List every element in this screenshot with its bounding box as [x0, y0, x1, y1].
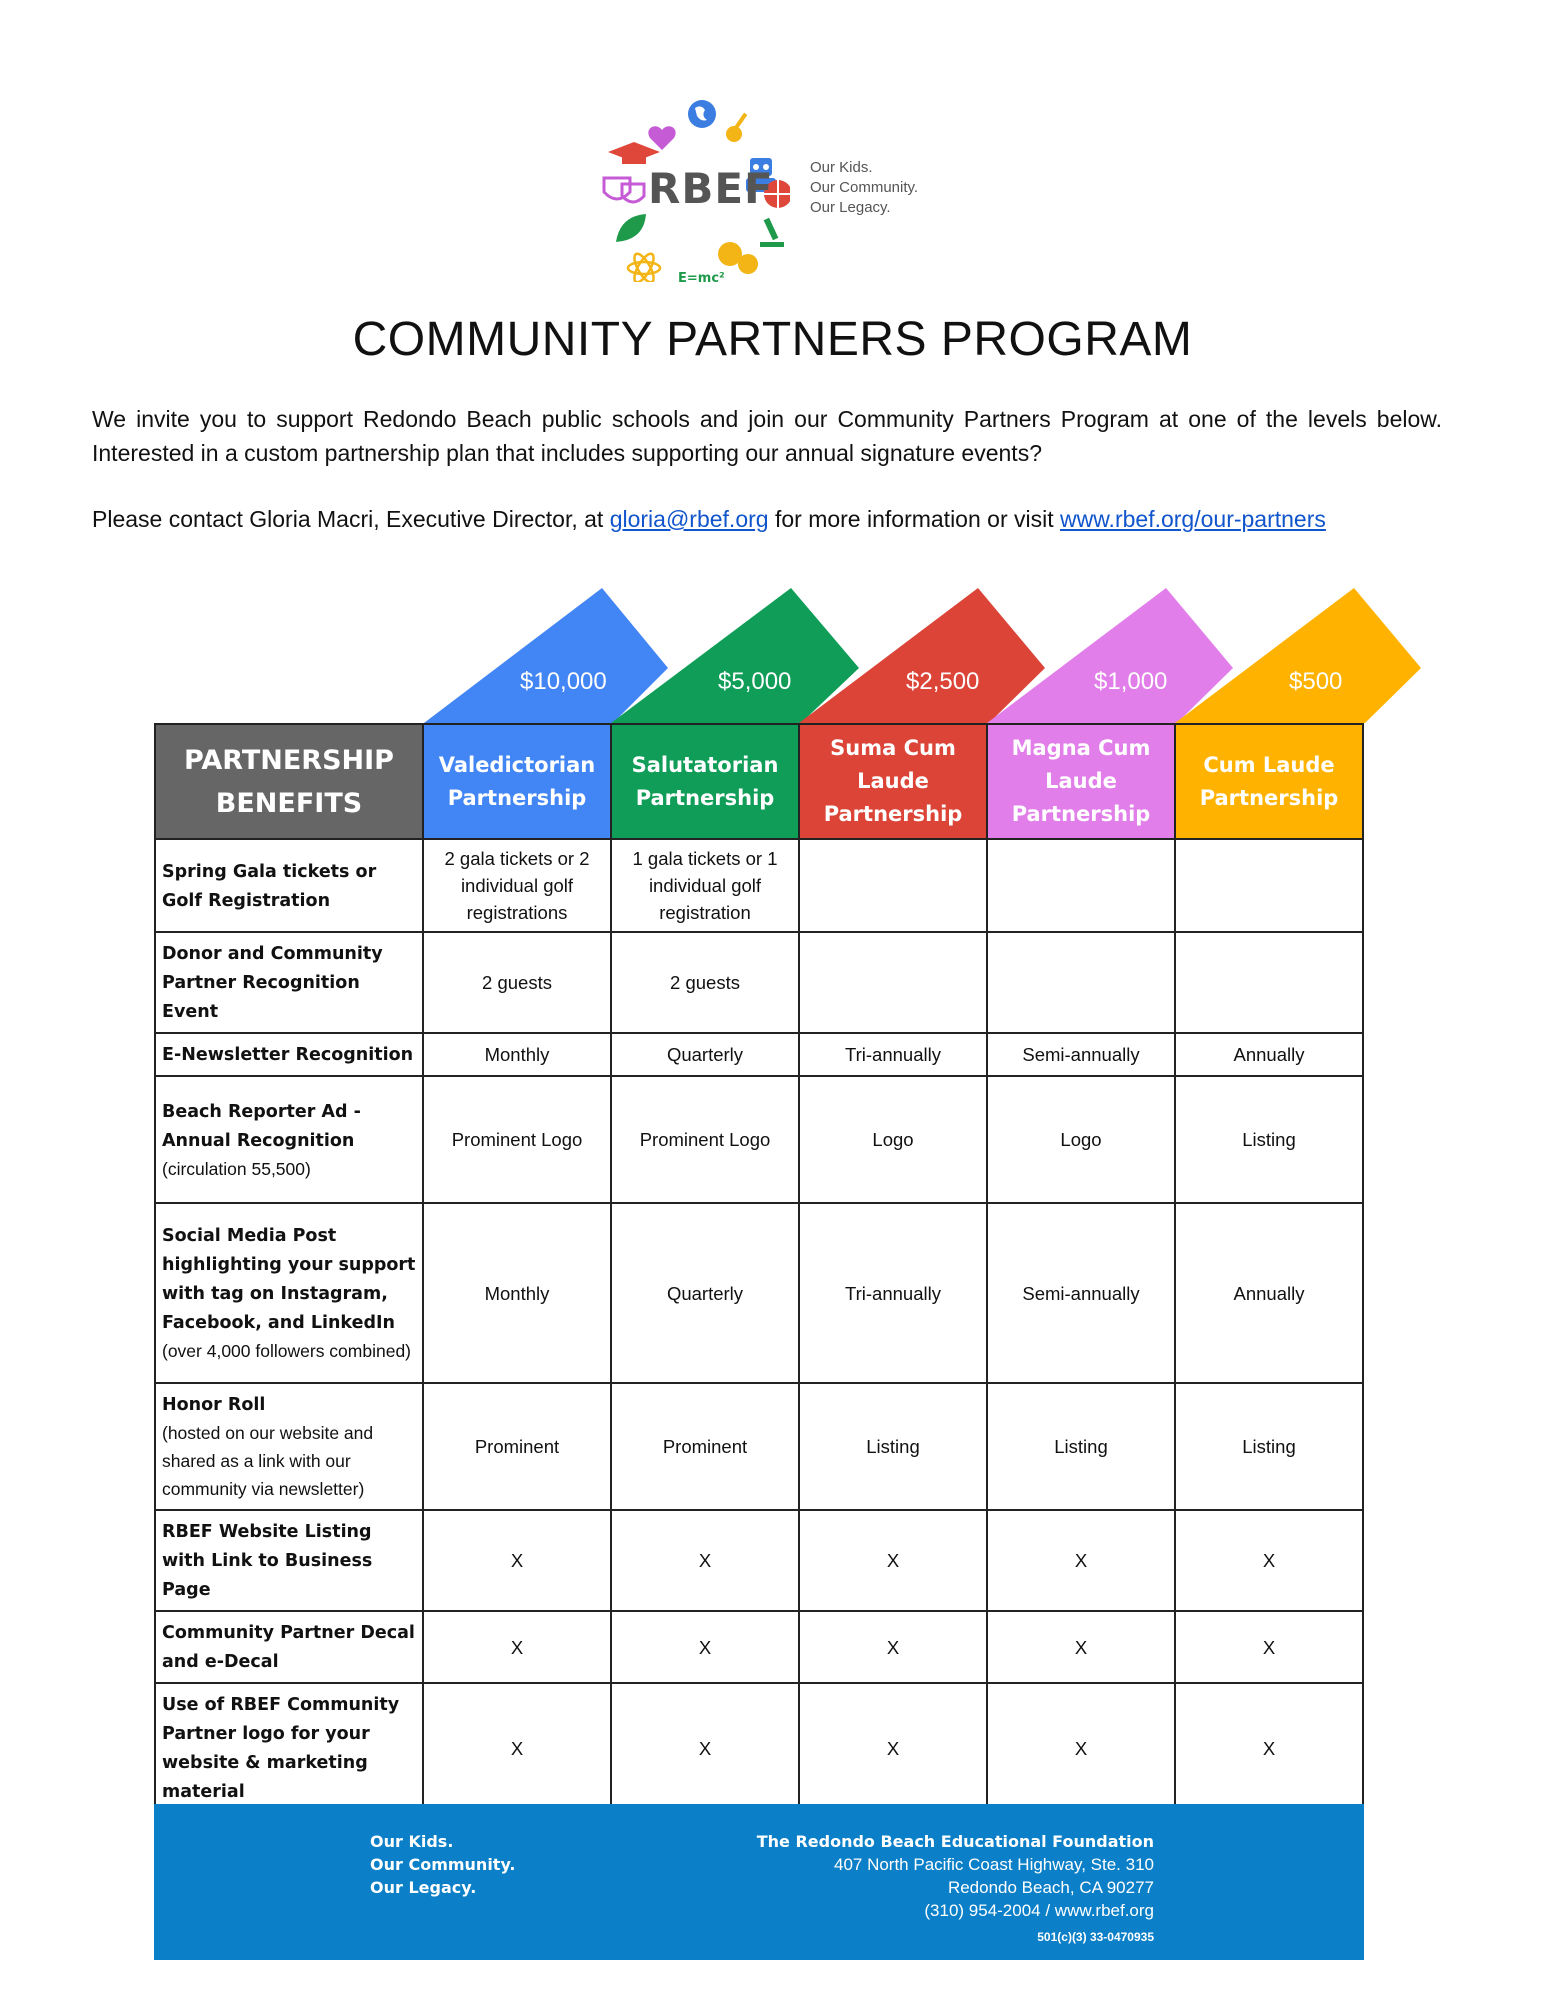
price-cum-laude: $500	[1289, 668, 1343, 695]
row-label: Community Partner Decal and e-Decal	[155, 1611, 423, 1683]
header-benefits: PARTNERSHIP BENEFITS	[155, 724, 423, 839]
cell: X	[423, 1683, 611, 1813]
logo-tagline: Our Kids. Our Community. Our Legacy.	[810, 159, 919, 216]
footer-tagline: Our Kids. Our Community. Our Legacy.	[370, 1832, 516, 1897]
table-row	[155, 1033, 1363, 1076]
cell: Listing	[799, 1383, 987, 1510]
row-label: RBEF Website Listing with Link to Business Page	[155, 1510, 423, 1611]
table-row	[155, 1510, 1363, 1611]
footer-ein: 501(c)(3) 33-0470935	[1037, 1930, 1154, 1944]
cell: Listing	[1175, 1076, 1363, 1203]
emc2-icon: E=mc²	[678, 271, 725, 282]
email-link[interactable]: gloria@rbef.org	[609, 506, 769, 532]
cell: X	[611, 1611, 799, 1683]
cell: Tri-annually	[799, 1203, 987, 1383]
price-magna: $1,000	[1094, 668, 1168, 695]
cell: X	[799, 1611, 987, 1683]
header-valedictorian: Valedictorian Partnership	[423, 724, 611, 839]
cell: Semi-annually	[987, 1033, 1175, 1076]
cell: X	[611, 1683, 799, 1813]
microscope-icon	[760, 218, 784, 247]
guitar-icon	[726, 113, 747, 142]
cell: Quarterly	[611, 1033, 799, 1076]
table-row	[155, 1076, 1363, 1203]
cell: X	[987, 1510, 1175, 1611]
footer-org-name: The Redondo Beach Educational Foundation	[756, 1832, 1154, 1851]
cell: Annually	[1175, 1203, 1363, 1383]
row-label: E-Newsletter Recognition	[155, 1033, 423, 1076]
cell: Prominent	[611, 1383, 799, 1510]
cell	[987, 932, 1175, 1033]
price-banners	[0, 580, 1545, 725]
cell: X	[1175, 1611, 1363, 1683]
row-label: Honor Roll (hosted on our website and shared as a link with our community via newsletter)	[155, 1383, 423, 1510]
table-row	[155, 932, 1363, 1033]
cell: X	[423, 1611, 611, 1683]
cell: Prominent Logo	[611, 1076, 799, 1203]
price-suma: $2,500	[906, 668, 980, 695]
table-row	[155, 1383, 1363, 1510]
banner-shape-valedictorian	[424, 588, 668, 723]
cell: Monthly	[423, 1033, 611, 1076]
rbef-logo	[600, 92, 940, 282]
leaf-icon	[616, 214, 646, 242]
table-row	[155, 1611, 1363, 1683]
header-salutatorian: Salutatorian Partnership	[611, 724, 799, 839]
table-header-row	[155, 724, 1363, 839]
cell: X	[1175, 1510, 1363, 1611]
speech-bubbles-icon	[718, 242, 758, 274]
cell	[1175, 839, 1363, 932]
footer-address-line2: Redondo Beach, CA 90277	[947, 1878, 1154, 1897]
cell	[1175, 932, 1363, 1033]
cell: Quarterly	[611, 1203, 799, 1383]
website-link[interactable]: www.rbef.org/our-partners	[1060, 506, 1326, 532]
cell: X	[423, 1510, 611, 1611]
row-label: Spring Gala tickets or Golf Registration	[155, 839, 423, 932]
row-label: Donor and Community Partner Recognition Event	[155, 932, 423, 1033]
cell: Listing	[1175, 1383, 1363, 1510]
cell: Monthly	[423, 1203, 611, 1383]
cell: Prominent Logo	[423, 1076, 611, 1203]
cell	[987, 839, 1175, 932]
contact-line: Please contact Gloria Macri, Executive Director, at gloria@rbef.org for more information or visit www.rbef.org/our-partners	[92, 506, 1326, 532]
intro-paragraph: We invite you to support Redondo Beach public schools and join our Community Partners Program at one of the levels below. Interested in a custom partnership plan that includes supporting our annual signature events?	[92, 406, 1442, 466]
header-suma: Suma Cum Laude Partnership	[799, 724, 987, 839]
cell: 2 gala tickets or 2 individual golf registrations	[423, 839, 611, 932]
cell: X	[611, 1510, 799, 1611]
cell: Semi-annually	[987, 1203, 1175, 1383]
table-row	[155, 1683, 1363, 1813]
cell: Logo	[987, 1076, 1175, 1203]
price-valedictorian: $10,000	[520, 668, 607, 695]
cell: 2 guests	[423, 932, 611, 1033]
cell: X	[799, 1510, 987, 1611]
header-cum-laude: Cum Laude Partnership	[1175, 724, 1363, 839]
cell: X	[799, 1683, 987, 1813]
footer-phone-web: (310) 954-2004 / www.rbef.org	[924, 1901, 1154, 1920]
row-label: Social Media Post highlighting your support with tag on Instagram, Facebook, and LinkedIn (over 4,000 followers combined)	[155, 1203, 423, 1383]
cell: Prominent	[423, 1383, 611, 1510]
cell: X	[987, 1683, 1175, 1813]
row-label: Use of RBEF Community Partner logo for your website & marketing material	[155, 1683, 423, 1813]
footer-address-line1: 407 North Pacific Coast Highway, Ste. 310	[833, 1855, 1154, 1874]
theater-masks-icon	[604, 178, 644, 202]
header-magna: Magna Cum Laude Partnership	[987, 724, 1175, 839]
cell: Listing	[987, 1383, 1175, 1510]
heart-icon	[648, 126, 675, 150]
cell: 1 gala tickets or 1 individual golf registration	[611, 839, 799, 932]
footer-banner	[154, 1804, 1364, 1960]
cell: Logo	[799, 1076, 987, 1203]
table-row	[155, 1203, 1363, 1383]
row-label: Beach Reporter Ad - Annual Recognition (circulation 55,500)	[155, 1076, 423, 1203]
footer-address	[757, 1830, 1154, 1952]
cell: X	[987, 1611, 1175, 1683]
cell	[799, 839, 987, 932]
cell: 2 guests	[611, 932, 799, 1033]
cell: Tri-annually	[799, 1033, 987, 1076]
grad-cap-icon	[608, 142, 660, 164]
cell: X	[1175, 1683, 1363, 1813]
cell: Annually	[1175, 1033, 1363, 1076]
price-salutatorian: $5,000	[718, 668, 792, 695]
atom-icon	[628, 251, 660, 282]
logo-wordmark: RBEF	[648, 164, 774, 213]
cell	[799, 932, 987, 1033]
table-row	[155, 839, 1363, 932]
page-title: COMMUNITY PARTNERS PROGRAM	[352, 313, 1193, 366]
benefits-table	[154, 723, 1364, 1814]
